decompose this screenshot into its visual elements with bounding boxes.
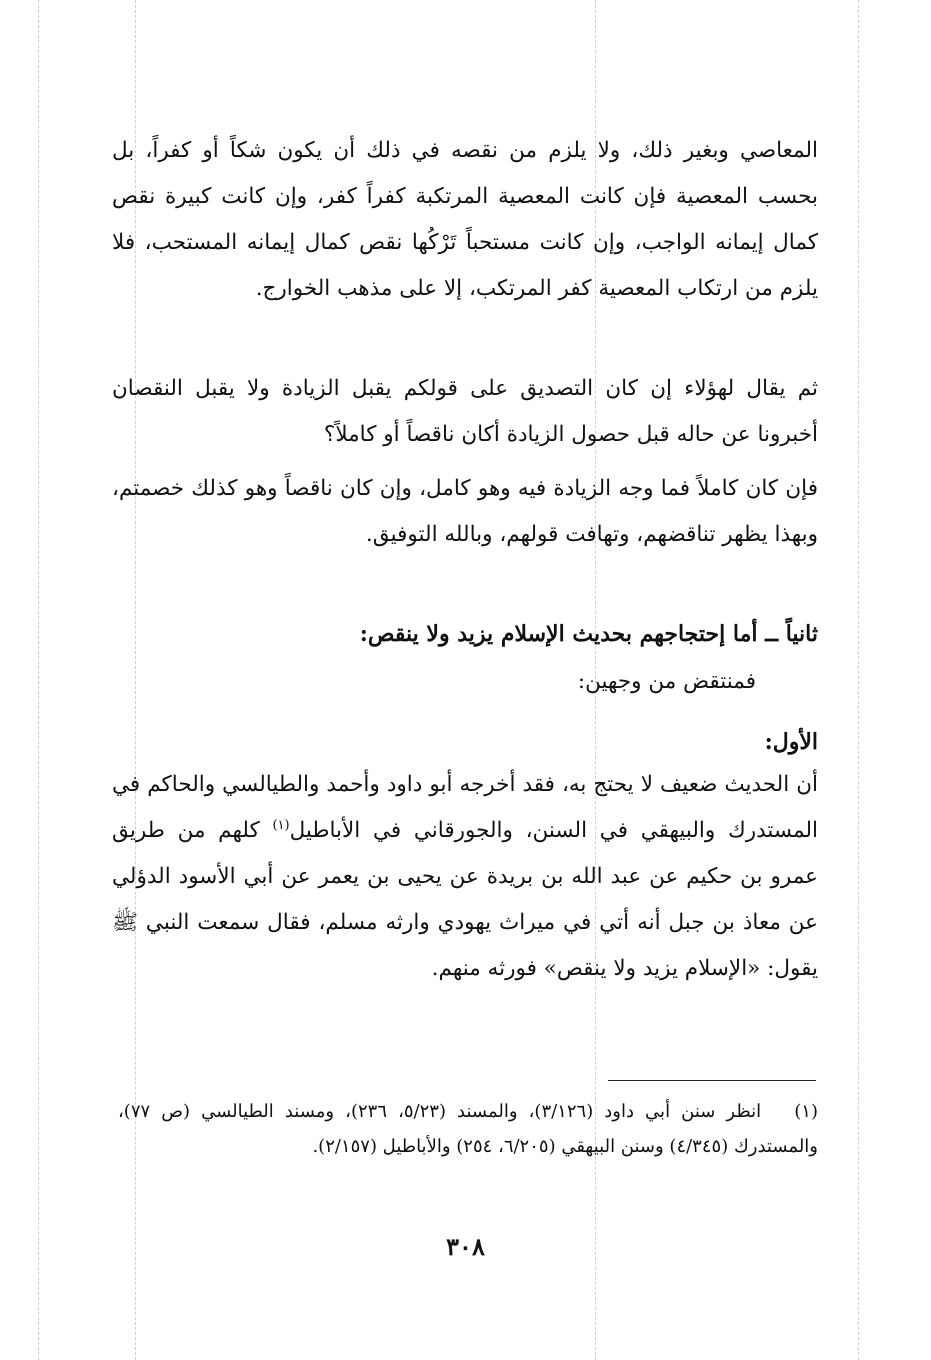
- paragraph-4: [112, 762, 818, 992]
- footnote: [118, 1094, 818, 1164]
- refutation-intro: فمنتقض من وجهين:: [577, 669, 756, 694]
- scan-guide-line: [858, 0, 859, 1360]
- paragraph-3: فإن كان كاملاً فما وجه الزيادة فيه وهو كامل، وإن كان ناقصاً وهو كذلك خصمتم، وبهذا يظهر تناقضهم، وتهافت قولهم، وبالله التوفيق.: [112, 476, 818, 547]
- paragraph-4-part-1: أن الحديث ضعيف لا يحتج به، فقد أخرجه أبو داود وأحمد والطيالسي والحاكم في المستدرك والبيهقي في السنن، والجورقاني في الأباطيل: [112, 772, 818, 843]
- section-heading-first: الأول:: [764, 729, 818, 755]
- paragraph-4-part-2: كلهم من طريق عمرو بن حكيم عن عبد الله بن بريدة عن يحيى بن يعمر عن أبي الأسود الدؤلي عن معاذ بن جبل أنه أتي في ميراث يهودي وارثه مسلم، فقال سمعت النبي ﷺ يقول: «الإسلام يزيد ولا ينقص» فورثه منهم.: [112, 818, 818, 981]
- paragraph-1: المعاصي وبغير ذلك، ولا يلزم من نقصه في ذلك أن يكون شكاً أو كفراً، بل بحسب المعصية فإن كانت المعصية المرتكبة كفراً كفر، وإن كانت كبيرة نقص كمال إيمانه الواجب، وإن كانت مستحباً تَرْكُها نقص كمال إيمانه المستحب، فلا يلزم من ارتكاب المعصية كفر المرتكب، إلا على مذهب الخوارج.: [112, 138, 818, 301]
- section-heading-second: ثانياً ــ أما إحتجاجهم بحديث الإسلام يزيد ولا ينقص:: [359, 621, 818, 647]
- footnote-divider: [608, 1080, 816, 1081]
- page-number: ٣٠٨: [446, 1232, 485, 1261]
- scan-guide-line: [38, 0, 39, 1360]
- paragraph-2: ثم يقال لهؤلاء إن كان التصديق على قولكم يقبل الزيادة ولا يقبل النقصان أخبرونا عن حاله قبل حصول الزيادة أكان ناقصاً أو كاملاً؟: [112, 376, 818, 447]
- footnote-marker[interactable]: (١): [272, 817, 290, 833]
- footnote-number: (١): [794, 1101, 818, 1122]
- footnote-text: انظر سنن أبي داود (٣/١٢٦)، والمسند (٥/٢٣، ٢٣٦)، ومسند الطيالسي (ص ٧٧)، والمستدرك (٤/٣٤٥) وسنن البيهقي (٦/٢٠٥، ٢٥٤) والأباطيل (٢/١٥٧).: [118, 1101, 818, 1157]
